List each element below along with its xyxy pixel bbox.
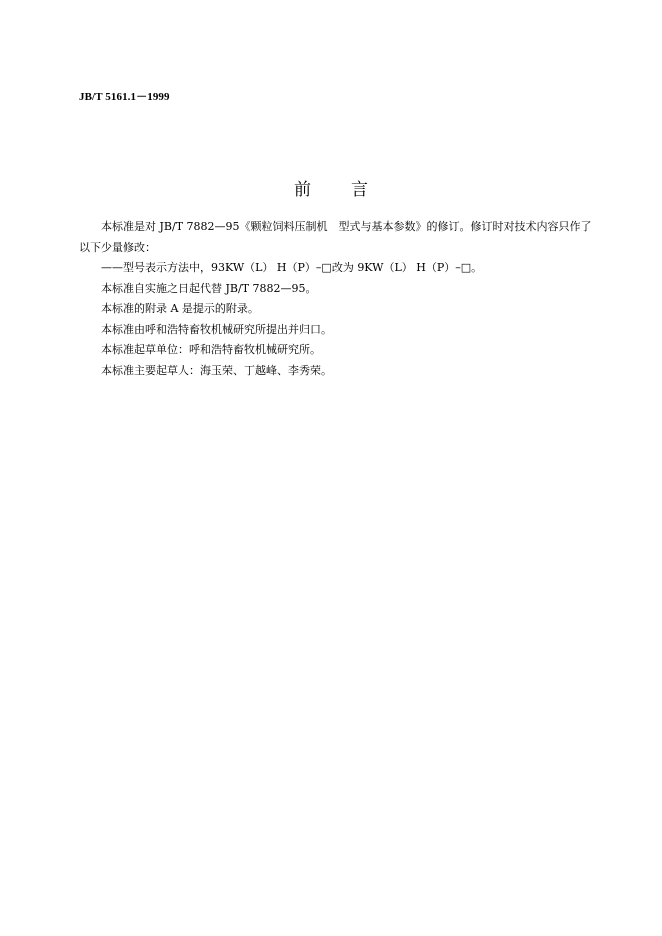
page-title: [0, 175, 662, 200]
paragraph-model-change: ——型号表示方法中，93KW（L） H（P）–□改为 9KW（L） H（P）–□。: [101, 261, 483, 274]
paragraph-drafting-unit: 本标准起草单位：呼和浩特畜牧机械研究所。: [101, 343, 321, 356]
paragraph-replacement: 本标准自实施之日起代替 JB/T 7882—95。: [101, 281, 317, 295]
paragraph-revision: 本标准是对 JB/T 7882—95《颗粒饲料压制机 型式与基本参数》的修订。修订时对技术内容只作了以下少量修改：: [79, 220, 592, 254]
foreword-body: [79, 217, 601, 381]
title-char-2: 言: [351, 180, 368, 200]
paragraph-drafters: 本标准主要起草人：海玉荣、丁越峰、李秀荣。: [101, 363, 332, 377]
title-char-1: 前: [294, 180, 311, 200]
paragraph-proposer: 本标准由呼和浩特畜牧机械研究所提出并归口。: [101, 322, 332, 336]
document-code: JB/T 5161.1－1999: [79, 91, 170, 103]
paragraph-appendix: 本标准的附录 A 是提示的附录。: [101, 302, 259, 315]
